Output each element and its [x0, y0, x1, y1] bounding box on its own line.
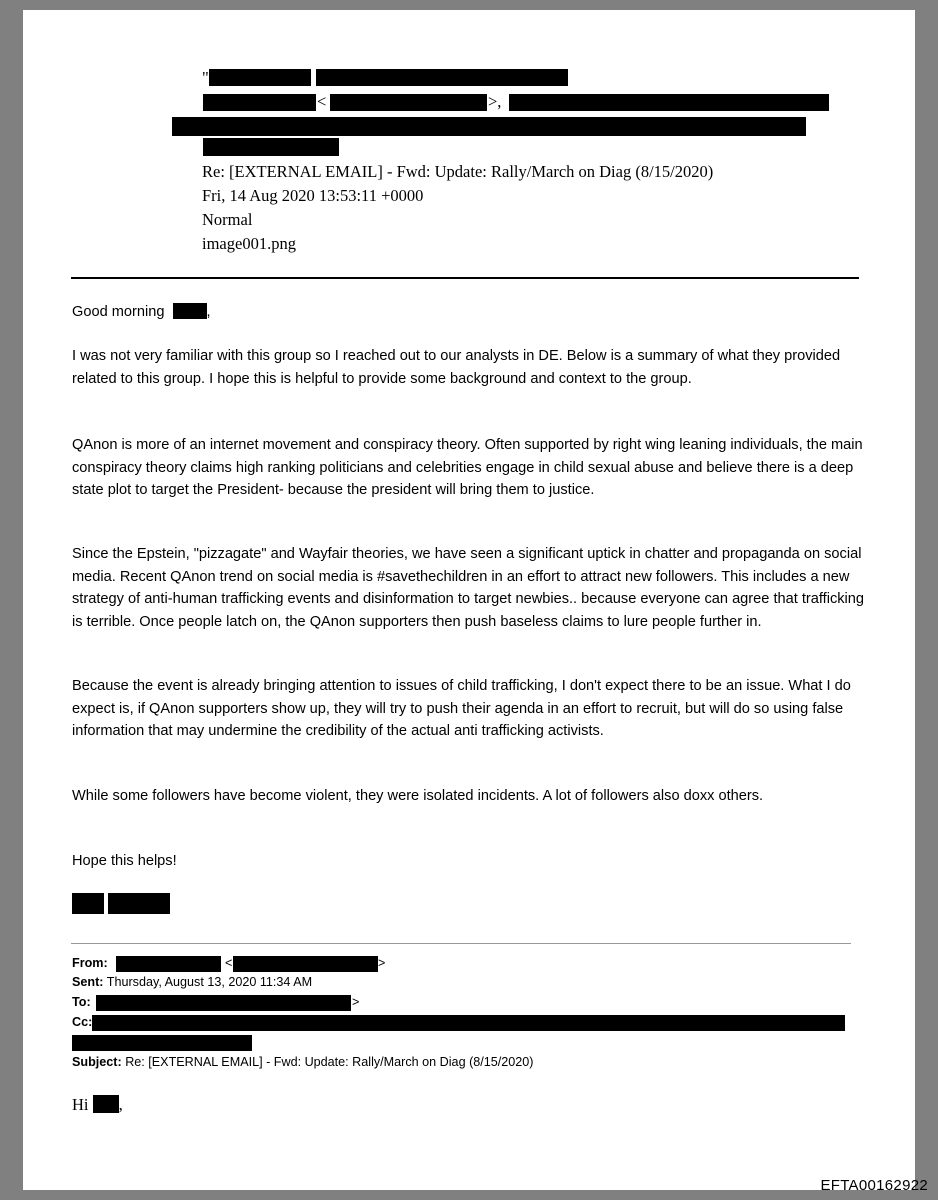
forward-cc-label: Cc:	[72, 1015, 93, 1029]
header-importance-value: Normal	[202, 210, 253, 229]
redaction-from-name-1	[209, 69, 283, 86]
redaction-from-name-3	[316, 69, 568, 86]
paragraph-3-text: Since the Epstein, "pizzagate" and Wayfair theories, we have seen a significant uptick in chatter and propaganda on social media. Recent QAnon trend on social media is #savethechildren in an effort to attract new followers. This includes a new strategy of anti-human trafficking events and disinformation to target newbies.. because everyone can agree that trafficking is terrible. Once people latch on, the QAnon supporters then push baseless claims to lure people further in.	[72, 546, 865, 630]
paragraph-5-text: While some followers have become violent, they were isolated incidents. A lot of followers also doxx others.	[72, 788, 764, 804]
forward-sent-label: Sent:	[72, 975, 104, 989]
closing-text: Hope this helps!	[72, 853, 177, 869]
document-id: EFTA00162922	[820, 1177, 928, 1194]
redaction-forward-cc-2	[72, 1035, 252, 1051]
forward-sent-row	[72, 975, 312, 989]
forward-cc-row	[72, 1015, 92, 1029]
header-to-close: >,	[488, 92, 502, 111]
header-divider	[71, 277, 859, 279]
forward-to-label: To:	[72, 995, 91, 1009]
document-page	[23, 10, 915, 1190]
forward-subject-row	[72, 1055, 533, 1069]
header-inline-images-value: image001.png	[202, 234, 296, 253]
redaction-forward-to	[96, 995, 351, 1011]
closing-line	[72, 850, 872, 873]
paragraph-5	[72, 785, 872, 808]
forward-subject-label: Subject:	[72, 1055, 122, 1069]
paragraph-1	[72, 345, 872, 390]
forward-greeting-comma: ,	[118, 1095, 123, 1114]
forward-from-label: From:	[72, 956, 108, 970]
header-from-value: "	[202, 68, 209, 87]
redaction-to-recipients-2	[172, 117, 806, 136]
redaction-greeting-name	[173, 303, 207, 319]
paragraph-2	[72, 434, 872, 502]
paragraph-2-text: QAnon is more of an internet movement and conspiracy theory. Often supported by right wing leaning individuals, the main conspiracy theory claims high ranking politicians and celebrities engage in child sexual abuse and believe there is a deep state plot to target the President- because the president will bring them to justice.	[72, 437, 863, 498]
redaction-to-email	[330, 94, 487, 111]
paragraph-1-text: I was not very familiar with this group so I reached out to our analysts in DE. Below is a summary of what they provided related to this group. I hope this is helpful to provide some background and context to the group.	[72, 348, 841, 387]
redaction-forward-from-email	[233, 956, 378, 972]
forward-to-row	[72, 995, 360, 1009]
redaction-forward-cc-1	[92, 1015, 845, 1031]
header-to-open: <	[317, 92, 327, 111]
redaction-to-recipients-3	[203, 138, 339, 156]
redaction-from-name-2	[281, 69, 311, 86]
forward-from-row	[72, 956, 386, 970]
greeting-comma: ,	[206, 304, 211, 320]
header-date-value: Fri, 14 Aug 2020 13:53:11 +0000	[202, 186, 424, 205]
header-subject-value: Re: [EXTERNAL EMAIL] - Fwd: Update: Rally/March on Diag (8/15/2020)	[202, 162, 714, 181]
greeting-line	[72, 301, 872, 324]
forward-from-open: <	[225, 956, 233, 970]
redaction-to-name	[203, 94, 316, 111]
forward-from-close: >	[378, 956, 386, 970]
paragraph-4-text: Because the event is already bringing attention to issues of child trafficking, I don't expect there to be an issue. What I do expect is, if QAnon supporters show up, they will try to push their agenda in an effort to recruit, but will do so using false information that may undermine the credibility of the actual anti trafficking activists.	[72, 678, 851, 739]
forward-greeting-line	[72, 1095, 123, 1115]
redaction-to-recipients-1	[509, 94, 829, 111]
greeting-text: Good morning	[72, 304, 165, 320]
redaction-signature-1	[72, 893, 104, 914]
forward-greeting-text: Hi	[72, 1095, 89, 1114]
paragraph-4	[72, 675, 872, 743]
redaction-signature-2	[108, 893, 170, 914]
redaction-forward-greeting-name	[93, 1095, 119, 1113]
redaction-forward-from-name	[116, 956, 221, 972]
paragraph-3	[72, 543, 872, 633]
forward-to-close: >	[352, 995, 360, 1009]
forward-divider	[71, 943, 851, 944]
forward-sent-value: Thursday, August 13, 2020 11:34 AM	[106, 975, 313, 989]
forward-subject-value: Re: [EXTERNAL EMAIL] - Fwd: Update: Rally/March on Diag (8/15/2020)	[125, 1055, 534, 1069]
